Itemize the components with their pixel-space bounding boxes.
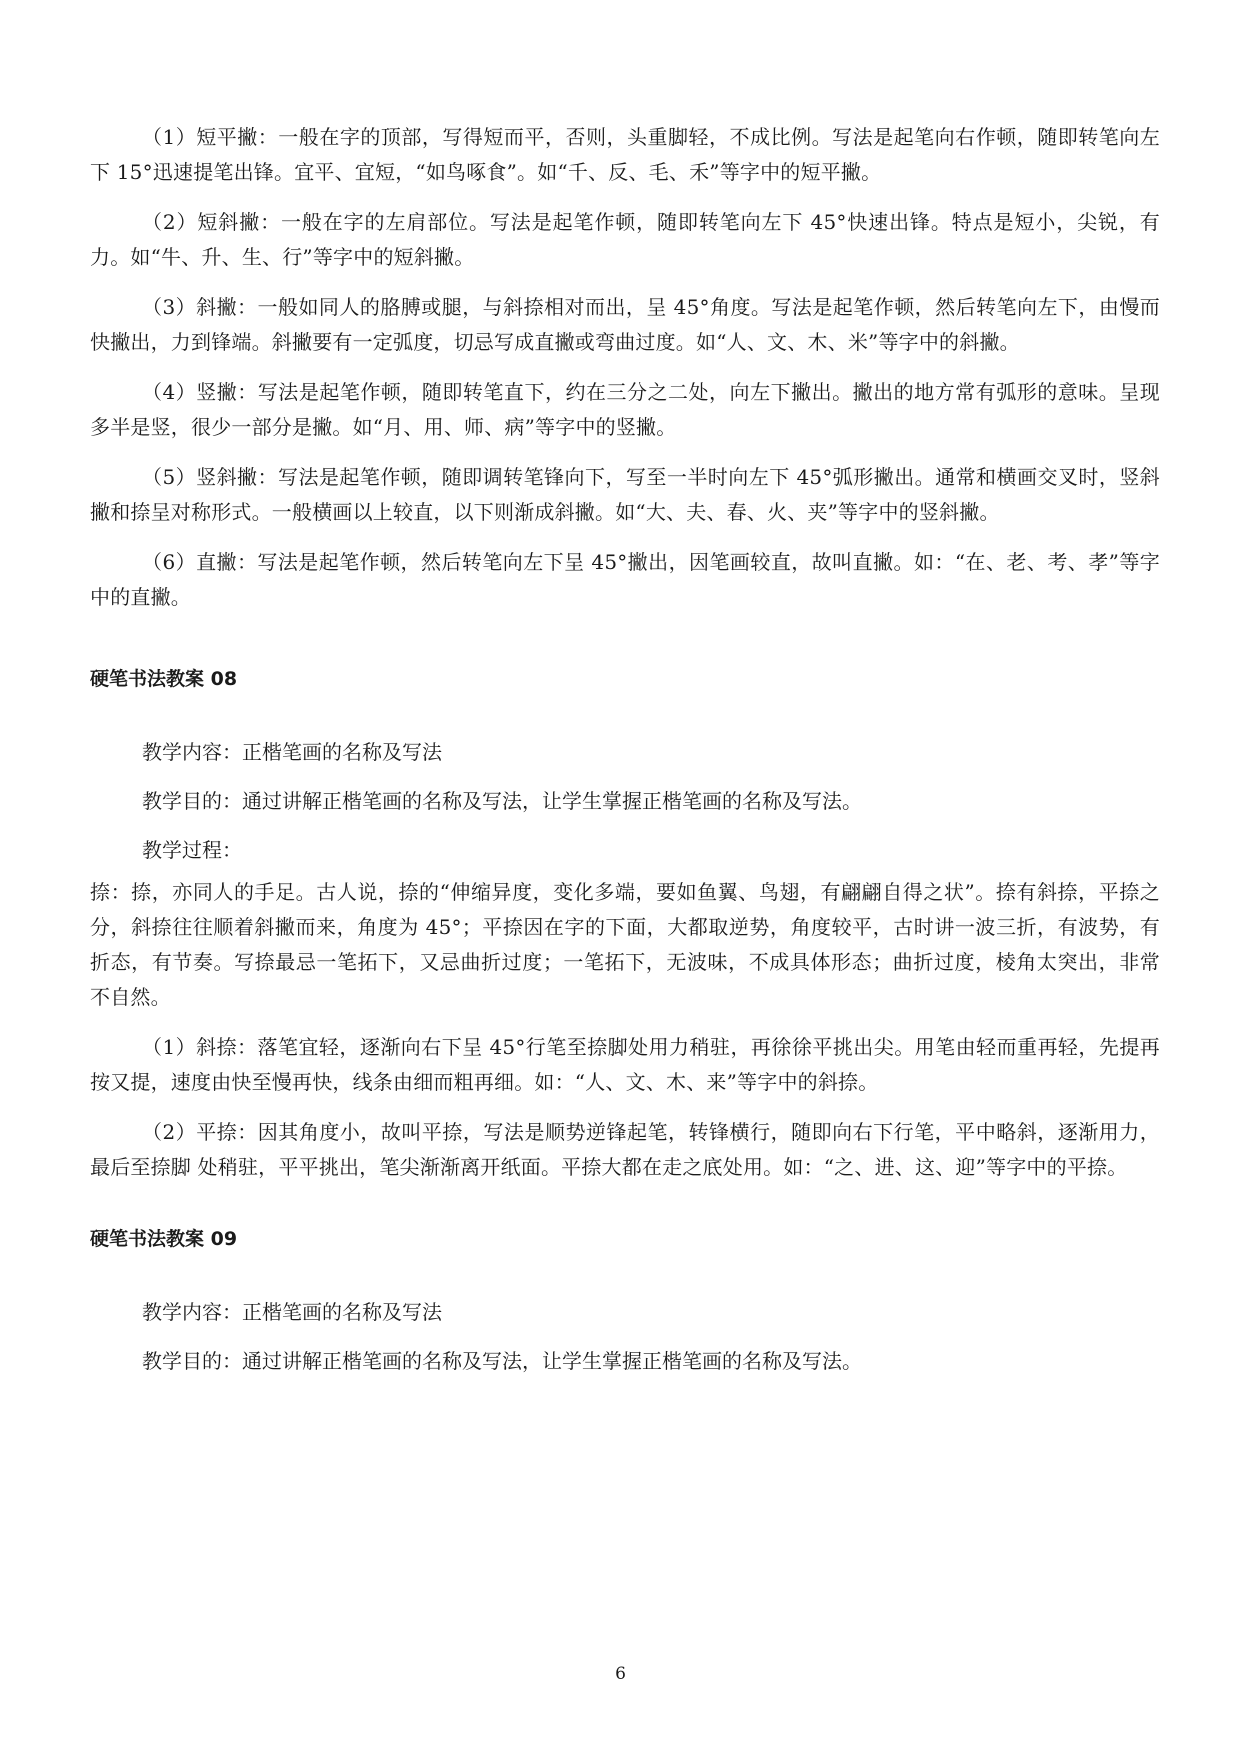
paragraph-vertical-slant-pie: （5）竖斜撇：写法是起笔作顿，随即调转笔锋向下，写至一半时向左下 45°弧形撇出。通常和横画交叉时，竖斜撇和捺呈对称形式。一般横画以上较直，以下则渐成斜撇。如“大、夫、春、火、夹”等字中的竖斜撇。 — [90, 465, 1160, 524]
page-number: 6 — [615, 1664, 626, 1684]
section-07-continued — [90, 120, 1160, 615]
lesson-08-process: 教学过程： — [142, 838, 242, 862]
lesson-09-content: 教学内容：正楷笔画的名称及写法 — [142, 1300, 442, 1324]
paragraph-short-flat-pie: （1）短平撇：一般在字的顶部，写得短而平，否则，头重脚轻，不成比例。写法是起笔向右作顿，随即转笔向左下 15°迅速提笔出锋。宜平、宜短，“如鸟啄食”。如“千、反、毛、禾”等字中的短平撇。 — [90, 125, 1160, 184]
section-09 — [90, 1224, 1160, 1386]
paragraph-slant-pie: （3）斜撇：一般如同人的胳膊或腿，与斜捺相对而出，呈 45°角度。写法是起笔作顿，然后转笔向左下，由慢而快撇出，力到锋端。斜撇要有一定弧度，切忌写成直撇或弯曲过度。如“人、文、木、米”等字中的斜撇。 — [90, 295, 1160, 354]
paragraph-straight-pie: （6）直撇：写法是起笔作顿，然后转笔向左下呈 45°撇出，因笔画较直，故叫直撇。如：“在、老、考、孝”等字中的直撇。 — [90, 550, 1160, 609]
document-page — [90, 120, 1160, 1386]
paragraph-short-slant-pie: （2）短斜撇：一般在字的左肩部位。写法是起笔作顿，随即转笔向左下 45°快速出锋。特点是短小，尖锐，有力。如“牛、升、生、行”等字中的短斜撇。 — [90, 210, 1160, 269]
lesson-09-goal: 教学目的：通过讲解正楷笔画的名称及写法，让学生掌握正楷笔画的名称及写法。 — [142, 1349, 862, 1373]
paragraph-vertical-pie: （4）竖撇：写法是起笔作顿，随即转笔直下，约在三分之二处，向左下撇出。撇出的地方常有弧形的意味。呈现多半是竖，很少一部分是撇。如“月、用、师、病”等字中的竖撇。 — [90, 380, 1160, 439]
section-08 — [90, 664, 1160, 1185]
lesson-08-heading: 硬笔书法教案 08 — [90, 668, 238, 690]
paragraph-flat-na: （2）平捺：因其角度小，故叫平捺，写法是顺势逆锋起笔，转锋横行，随即向右下行笔，平中略斜，逐渐用力，最后至捺脚 处稍驻，平平挑出，笔尖渐渐离开纸面。平捺大都在走之底处用。如：“之、进、这、迎”等字中的平捺。 — [90, 1120, 1160, 1179]
paragraph-na-intro: 捺：捺，亦同人的手足。古人说，捺的“伸缩异度，变化多端，要如鱼翼、鸟翅，有翩翩自得之状”。捺有斜捺，平捺之分，斜捺往往顺着斜撇而来，角度为 45°；平捺因在字的下面，大都取逆势，角度较平，古时讲一波三折，有波势，有折态，有节奏。写捺最忌一笔拓下，又忌曲折过度；一笔拓下，无波味，不成具体形态；曲折过度，棱角太突出，非常不自然。 — [90, 880, 1160, 1009]
lesson-08-content: 教学内容：正楷笔画的名称及写法 — [142, 740, 442, 764]
lesson-09-heading: 硬笔书法教案 09 — [90, 1228, 238, 1250]
lesson-08-goal: 教学目的：通过讲解正楷笔画的名称及写法，让学生掌握正楷笔画的名称及写法。 — [142, 789, 862, 813]
paragraph-slant-na: （1）斜捺：落笔宜轻，逐渐向右下呈 45°行笔至捺脚处用力稍驻，再徐徐平挑出尖。用笔由轻而重再轻，先提再按又提，速度由快至慢再快，线条由细而粗再细。如：“人、文、木、来”等字中的斜捺。 — [90, 1035, 1160, 1094]
